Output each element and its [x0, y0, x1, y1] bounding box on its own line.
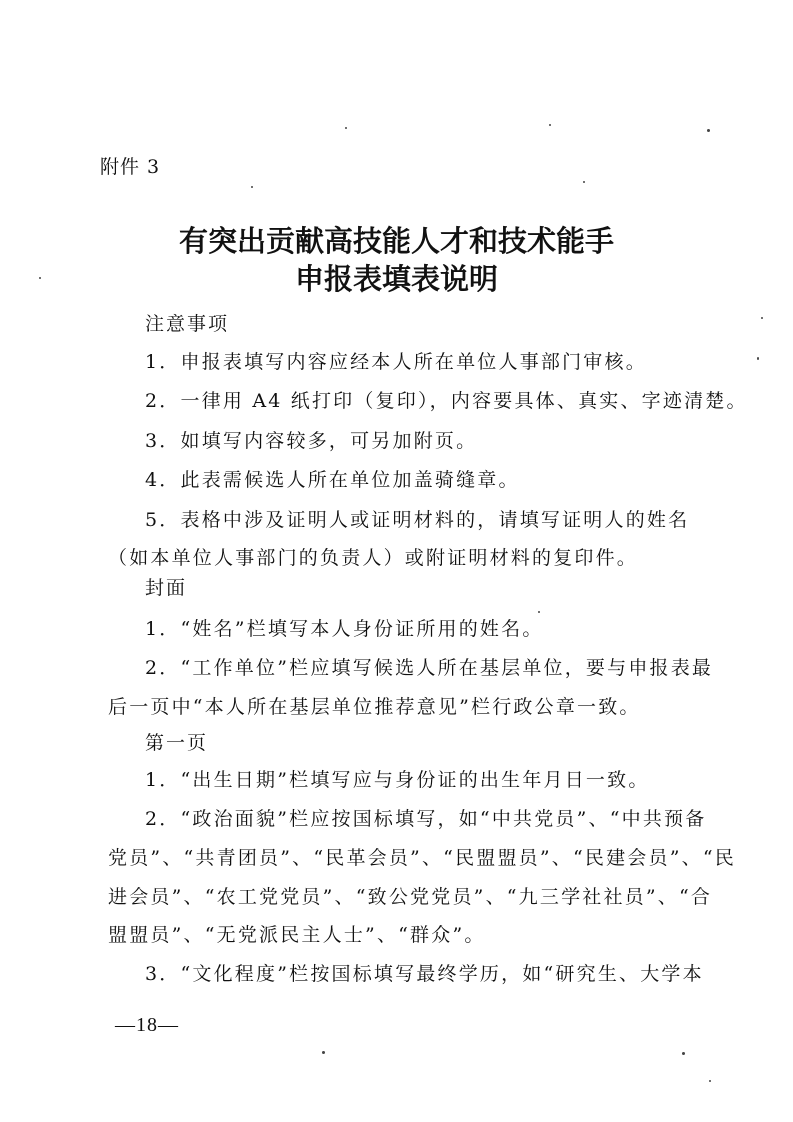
page1-item-1: 1．“出生日期”栏填写应与身份证的出生年月日一致。 [145, 769, 650, 791]
scan-speck [538, 611, 540, 613]
document-title-line-1: 有突出贡献高技能人才和技术能手 [178, 224, 614, 258]
cover-item-2: 2．“工作单位”栏应填写候选人所在基层单位，要与申报表最 [145, 657, 714, 679]
attachment-label: 附件 3 [100, 156, 161, 178]
notes-item-1: 1．申报表填写内容应经本人所在单位人事部门审核。 [145, 351, 647, 373]
section-heading-page1: 第一页 [145, 732, 209, 754]
page1-item-2-continued-3: 盟盟员”、“无党派民主人士”、“群众”。 [108, 924, 486, 946]
scan-speck [39, 277, 41, 279]
page1-item-2-continued-1: 党员”、“共青团员”、“民革会员”、“民盟盟员”、“民建会员”、“民 [108, 847, 736, 869]
page1-item-2: 2．“政治面貌”栏应按国标填写，如“中共党员”、“中共预备 [145, 808, 707, 830]
page1-item-2-continued-2: 进会员”、“农工党党员”、“致公党党员”、“九三学社社员”、“合 [108, 886, 713, 908]
notes-item-3: 3．如填写内容较多，可另加附页。 [145, 430, 478, 452]
cover-item-1: 1．“姓名”栏填写本人身份证所用的姓名。 [145, 618, 544, 640]
page-number: —18— [115, 1014, 179, 1036]
scan-speck [345, 127, 347, 129]
scan-speck [707, 129, 710, 132]
notes-item-5: 5．表格中涉及证明人或证明材料的，请填写证明人的姓名 [145, 509, 690, 531]
document-title-line-2: 申报表填表说明 [294, 262, 498, 296]
scan-speck [709, 1080, 711, 1082]
scan-speck [761, 317, 763, 319]
scan-speck [322, 1051, 325, 1054]
notes-item-4: 4．此表需候选人所在单位加盖骑缝章。 [145, 469, 520, 491]
scan-speck [583, 181, 585, 183]
section-heading-cover: 封面 [145, 577, 188, 599]
scan-speck [549, 124, 551, 126]
cover-item-2-continued: 后一页中“本人所在基层单位推荐意见”栏行政公章一致。 [108, 696, 641, 718]
notes-item-5-continued: （如本单位人事部门的负责人）或附证明材料的复印件。 [108, 547, 639, 569]
notes-item-2: 2．一律用 A4 纸打印（复印），内容要具体、真实、字迹清楚。 [145, 390, 748, 412]
section-heading-notes: 注意事项 [145, 313, 230, 335]
page1-item-3: 3．“文化程度”栏按国标填写最终学历，如“研究生、大学本 [145, 963, 704, 985]
scan-speck [682, 1052, 685, 1055]
scan-speck [757, 357, 759, 360]
scan-speck [251, 186, 253, 188]
